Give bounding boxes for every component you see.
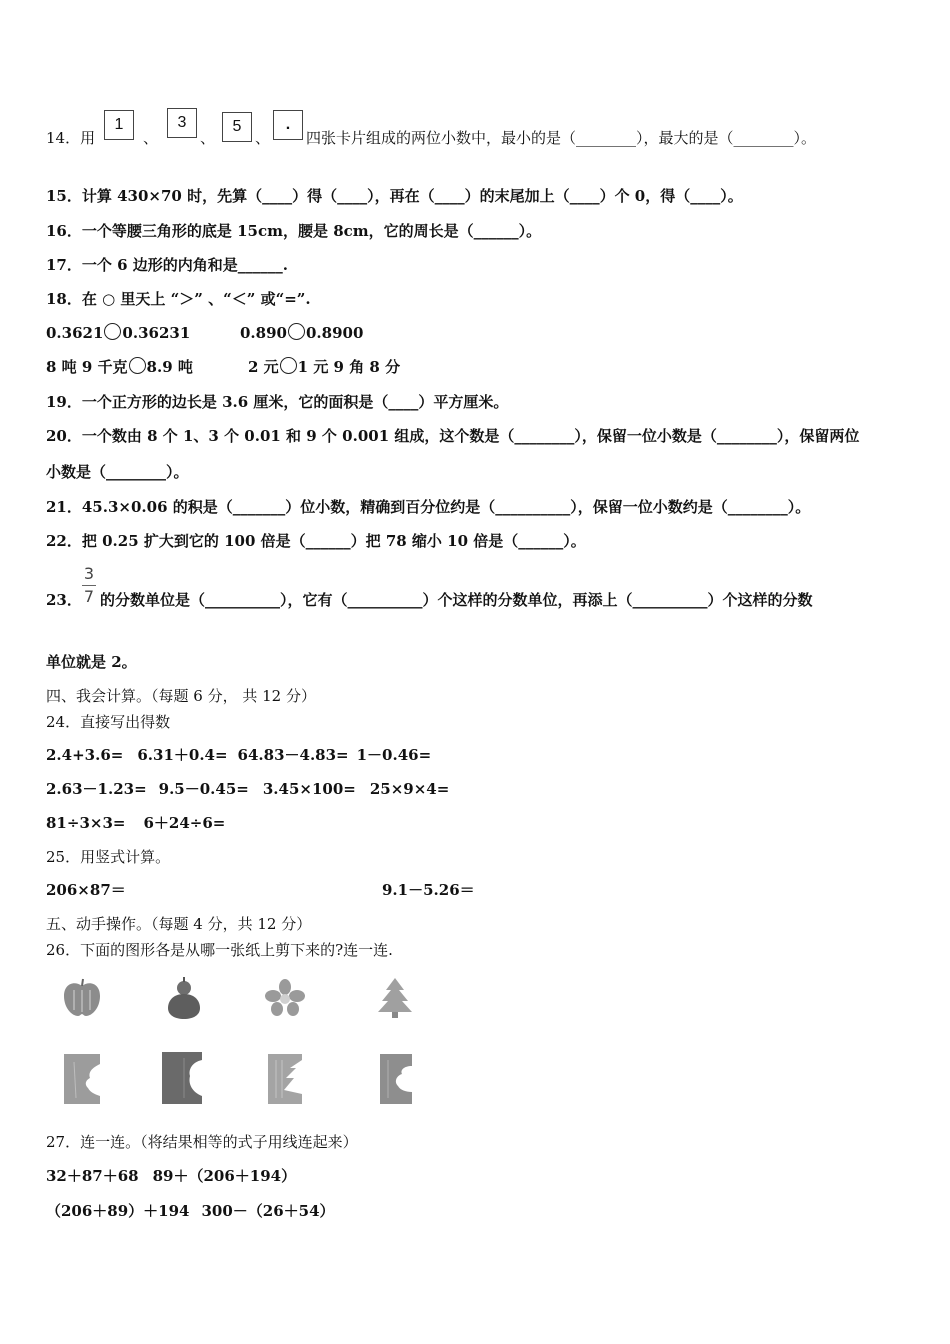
q16-line: 16．一个等腰三角形的底是 15cm，腰是 8cm，它的周长是（______）。 xyxy=(46,222,542,240)
q18-item-2-left: 0.890 xyxy=(240,324,287,342)
compare-circle[interactable] xyxy=(280,357,297,374)
q27-title: 27．连一连。（将结果相等的式子用线连起来） xyxy=(46,1133,358,1151)
q17-line: 17．一个 6 边形的内角和是______. xyxy=(46,256,288,274)
q24-row-2 xyxy=(46,779,449,799)
q18-row-2b xyxy=(248,357,400,377)
q15-line: 15．计算 430×70 时，先算（____）得（____），再在（____）的末尾加上（____）个 0，得（____）。 xyxy=(46,187,743,205)
q14-sep-2: 、 xyxy=(200,129,216,147)
q19-line: 19．一个正方形的边长是 3.6 厘米，它的面积是（____）平方厘米。 xyxy=(46,393,509,411)
q23-number: 23． xyxy=(46,591,82,609)
card-3: 3 xyxy=(167,108,197,138)
card-dot: . xyxy=(273,110,303,140)
q18-row-1 xyxy=(46,323,190,343)
q24-row-3 xyxy=(46,813,225,833)
q23-line-2: 单位就是 2。 xyxy=(46,653,137,671)
q23-line-1: 的分数单位是（__________），它有（__________）个这样的分数单位，再添上（__________）个这样的分数 xyxy=(100,591,813,609)
fraction-3-7 xyxy=(82,565,96,606)
fraction-numerator: 3 xyxy=(83,564,95,583)
compare-circle[interactable] xyxy=(104,323,121,340)
q14-sep-1: 、 xyxy=(143,129,159,147)
calc-item: 25×9×4= xyxy=(369,780,450,798)
q27-row-1 xyxy=(46,1166,296,1186)
q25-item-2: 9.1－5.26＝ xyxy=(382,881,475,899)
paper-cut-4-icon xyxy=(380,1054,412,1104)
calc-item: 2.63－1.23= xyxy=(46,780,147,798)
paper-cut-1-icon xyxy=(64,1054,100,1104)
q18-item-3-left: 8 吨 9 千克 xyxy=(46,358,128,376)
calc-item: 1－0.46= xyxy=(356,746,432,764)
flower-shape-icon xyxy=(264,978,306,1018)
expr-item: 32＋87＋68 xyxy=(46,1167,139,1185)
q25-title: 25．用竖式计算。 xyxy=(46,848,171,866)
tree-shape-icon xyxy=(374,976,416,1020)
q24-title: 24．直接写出得数 xyxy=(46,713,171,731)
q22-line: 22．把 0.25 扩大到它的 100 倍是（______）把 78 缩小 10 倍是（______）。 xyxy=(46,532,586,550)
apple-shape-icon xyxy=(60,976,104,1020)
fraction-bar xyxy=(82,585,96,586)
card-1: 1 xyxy=(104,110,134,140)
q21-line: 21．45.3×0.06 的积是（_______）位小数，精确到百分位约是（__________），保留一位小数约是（________）。 xyxy=(46,498,811,516)
calc-item: 3.45×100= xyxy=(262,780,356,798)
section-5-heading: 五、动手操作。（每题 4 分，共 12 分） xyxy=(46,915,312,933)
q18-item-2-right: 0.8900 xyxy=(305,324,364,342)
q25-item-1: 206×87＝ xyxy=(46,881,126,899)
q14-sep-3: 、 xyxy=(255,129,271,147)
section-4-heading: 四、我会计算。（每题 6 分， 共 12 分） xyxy=(46,687,316,705)
q27-row-2 xyxy=(46,1201,335,1221)
calc-item: 64.83－4.83= xyxy=(237,746,349,764)
compare-circle[interactable] xyxy=(288,323,305,340)
paper-cut-2-icon xyxy=(162,1052,202,1104)
gourd-shape-icon xyxy=(164,976,204,1020)
expr-item: 300－（26＋54） xyxy=(201,1202,335,1220)
expr-item: （206＋89）＋194 xyxy=(46,1202,190,1220)
calc-item: 6.31＋0.4= xyxy=(137,746,228,764)
calc-item: 6＋24÷6= xyxy=(143,814,226,832)
q18-item-4-right: 1 元 9 角 8 分 xyxy=(297,358,401,376)
q14-prefix: 14．用 xyxy=(46,129,96,147)
q18-item-4-left: 2 元 xyxy=(248,358,279,376)
calc-item: 9.5－0.45= xyxy=(158,780,249,798)
paper-cut-3-icon xyxy=(268,1054,302,1104)
q24-row-1 xyxy=(46,745,431,765)
q18-row-2 xyxy=(46,357,193,377)
expr-item: 89＋（206＋194） xyxy=(152,1167,297,1185)
q18-item-1-left: 0.3621 xyxy=(46,324,104,342)
q14-line xyxy=(46,128,95,148)
q18-item-3-right: 8.9 吨 xyxy=(146,358,193,376)
q14-suffix: 四张卡片组成的两位小数中，最小的是（________），最大的是（________）。 xyxy=(306,129,817,147)
card-5: 5 xyxy=(222,112,252,142)
compare-circle[interactable] xyxy=(129,357,146,374)
q20-line-1: 20．一个数由 8 个 1、3 个 0.01 和 9 个 0.001 组成，这个数是（________），保留一位小数是（________），保留两位 xyxy=(46,427,860,445)
calc-item: 81÷3×3= xyxy=(46,814,126,832)
fraction-denominator: 7 xyxy=(83,587,95,606)
q18-item-1-right: 0.36231 xyxy=(122,324,191,342)
q20-line-2: 小数是（________）。 xyxy=(46,463,189,481)
q26-title: 26．下面的图形各是从哪一张纸上剪下来的?连一连. xyxy=(46,941,393,959)
calc-item: 2.4+3.6= xyxy=(46,746,124,764)
q18-row-1b xyxy=(240,323,363,343)
q18-prompt: 18．在 ○ 里天上 “＞” 、“＜” 或“=”. xyxy=(46,290,311,308)
